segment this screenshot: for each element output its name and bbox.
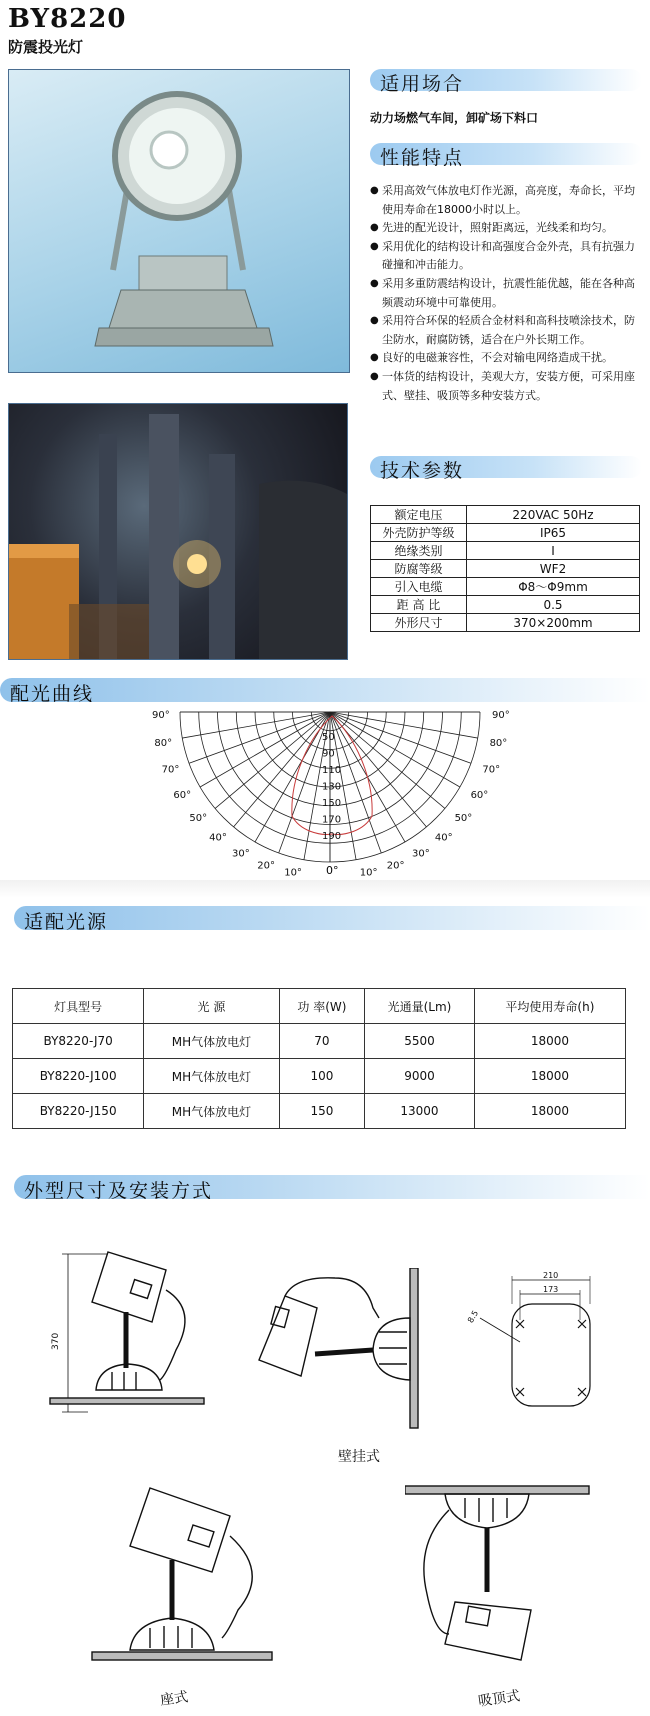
- mounting-holes: [516, 1320, 586, 1396]
- angle-label-right: 60°: [470, 790, 489, 801]
- base-plate-drawing: [460, 1270, 610, 1420]
- spec-value: IP65: [467, 524, 640, 542]
- table-row: [371, 614, 640, 632]
- feature-item: ● 采用多重防震结构设计，抗震性能优越，能在各种高频震动环境中可靠使用。: [370, 275, 645, 312]
- angle-label-left: 50°: [189, 812, 208, 824]
- section-divider: [0, 880, 650, 898]
- ceiling-mount-drawing: [405, 1484, 595, 1664]
- table-cell: MH气体放电灯: [144, 1094, 279, 1129]
- feature-item: ● 先进的配光设计，照射距离远，光线柔和均匀。: [370, 219, 645, 238]
- spec-value: I: [467, 542, 640, 560]
- tech-title: 技术参数: [380, 460, 465, 482]
- feature-item: ● 采用优化的结构设计和高强度合金外壳，具有抗强力碰撞和冲击能力。: [370, 238, 645, 275]
- spec-table: [370, 505, 640, 632]
- radial-label: 130: [322, 781, 342, 793]
- table-row: [371, 524, 640, 542]
- table-row: [13, 1024, 626, 1059]
- table-cell: MH气体放电灯: [144, 1059, 279, 1094]
- features-header: [370, 143, 642, 169]
- angle-label-right: 90°: [492, 710, 510, 721]
- feature-item: ● 良好的电磁兼容性，不会对输电网络造成干扰。: [370, 349, 645, 368]
- dimension-title: 外型尺寸及安装方式: [24, 1180, 214, 1202]
- wall-mount-drawing: [255, 1268, 425, 1433]
- table-cell: 5500: [365, 1024, 475, 1059]
- spec-value: Φ8～Φ9mm: [467, 578, 640, 596]
- table-header-row: [13, 989, 626, 1024]
- product-photo: [8, 69, 350, 373]
- factory-night-image: [9, 404, 347, 659]
- application-photo: [8, 403, 348, 660]
- product-model: BY8220: [8, 4, 127, 34]
- table-row: [371, 506, 640, 524]
- angle-label-0: 0°: [326, 864, 339, 877]
- features-title: 性能特点: [380, 147, 465, 169]
- usage-header: [370, 69, 642, 95]
- table-row: [13, 1094, 626, 1129]
- radial-label: 190: [322, 831, 342, 842]
- spec-label: 额定电压: [371, 506, 467, 524]
- angle-label-right: 70°: [482, 764, 501, 776]
- angle-label-right: 10°: [359, 867, 378, 878]
- column-header: 平均使用寿命(h): [474, 989, 625, 1024]
- table-cell: 18000: [474, 1094, 625, 1129]
- floor-mount-caption: 座式: [159, 1689, 190, 1709]
- column-header: 灯具型号: [13, 989, 144, 1024]
- radial-label: 170: [322, 814, 342, 826]
- spec-value: 0.5: [467, 596, 640, 614]
- usage-title: 适用场合: [380, 73, 465, 95]
- spec-value: 370×200mm: [467, 614, 640, 632]
- floor-mount-dimension-drawing: [48, 1240, 208, 1420]
- spec-label: 绝缘类别: [371, 542, 467, 560]
- spec-label: 防腐等级: [371, 560, 467, 578]
- angle-label-left: 40°: [209, 832, 227, 844]
- radial-label: 50: [322, 732, 335, 743]
- angle-label-left: 60°: [173, 790, 192, 801]
- angle-label-right: 50°: [454, 812, 473, 824]
- feature-item: ● 采用高效气体放电灯作光源，高亮度，寿命长，平均使用寿命在18000小时以上。: [370, 182, 645, 219]
- table-cell: BY8220-J150: [13, 1094, 144, 1129]
- curve-title: 配光曲线: [10, 683, 95, 705]
- angle-label-right: 20°: [386, 860, 405, 872]
- product-name: 防震投光灯: [8, 38, 84, 56]
- width-dimension-210: 210: [543, 1271, 559, 1280]
- width-dimension-173: 173: [543, 1285, 559, 1294]
- curve-header: [0, 678, 650, 705]
- features-list: [370, 182, 645, 405]
- table-row: [371, 578, 640, 596]
- feature-item: ● 一体货的结构设计，美观大方，安装方便，可采用座式、壁挂、吸顶等多种安装方式。: [370, 368, 645, 405]
- height-dimension-label: 370: [51, 1332, 61, 1350]
- table-cell: BY8220-J100: [13, 1059, 144, 1094]
- spec-label: 外壳防护等级: [371, 524, 467, 542]
- table-row: [371, 542, 640, 560]
- table-cell: BY8220-J70: [13, 1024, 144, 1059]
- hole-dimension-label: 8.5: [465, 1308, 481, 1325]
- angle-label-left: 20°: [257, 860, 276, 872]
- angle-label-right: 80°: [489, 737, 508, 749]
- column-header: 光通量(Lm): [365, 989, 475, 1024]
- table-cell: 18000: [474, 1059, 625, 1094]
- source-header: [14, 906, 650, 933]
- angle-label-right: 30°: [412, 848, 430, 860]
- angle-label-left: 70°: [161, 764, 180, 776]
- table-row: [371, 560, 640, 578]
- source-table: [12, 988, 626, 1129]
- tech-header: [370, 456, 642, 482]
- table-row: [13, 1059, 626, 1094]
- spec-label: 距 高 比: [371, 596, 467, 614]
- dimension-header: [14, 1175, 650, 1202]
- spec-value: WF2: [467, 560, 640, 578]
- floor-mount-drawing: [90, 1482, 280, 1662]
- table-row: [371, 596, 640, 614]
- polar-diagram: [150, 706, 510, 878]
- column-header: 光 源: [144, 989, 279, 1024]
- column-header: 功 率(W): [279, 989, 365, 1024]
- radial-label: 150: [322, 798, 342, 809]
- angle-label-right: 40°: [434, 832, 453, 844]
- usage-text: 动力场燃气车间，卸矿场下料口: [370, 111, 539, 125]
- table-cell: 100: [279, 1059, 365, 1094]
- table-cell: 13000: [365, 1094, 475, 1129]
- table-cell: 18000: [474, 1024, 625, 1059]
- angle-label-left: 30°: [232, 848, 250, 860]
- table-cell: 150: [279, 1094, 365, 1129]
- radial-label: 90: [322, 748, 335, 760]
- source-title: 适配光源: [24, 911, 109, 933]
- spec-value: 220VAC 50Hz: [467, 506, 640, 524]
- angle-label-left: 80°: [154, 737, 173, 749]
- feature-item: ● 采用符合环保的轻质合金材料和高科技喷涂技术，防尘防水，耐腐防锈，适合在户外长期工作。: [370, 312, 645, 349]
- floodlight-image: [9, 70, 349, 372]
- table-cell: MH气体放电灯: [144, 1024, 279, 1059]
- angle-label-left: 10°: [284, 867, 302, 878]
- wall-mount-caption: 壁挂式: [338, 1449, 380, 1465]
- table-cell: 9000: [365, 1059, 475, 1094]
- table-cell: 70: [279, 1024, 365, 1059]
- angle-label-left: 90°: [152, 710, 170, 721]
- spec-label: 引入电缆: [371, 578, 467, 596]
- radial-label: 110: [322, 765, 342, 776]
- spec-label: 外形尺寸: [371, 614, 467, 632]
- ceiling-mount-caption: 吸顶式: [477, 1688, 522, 1710]
